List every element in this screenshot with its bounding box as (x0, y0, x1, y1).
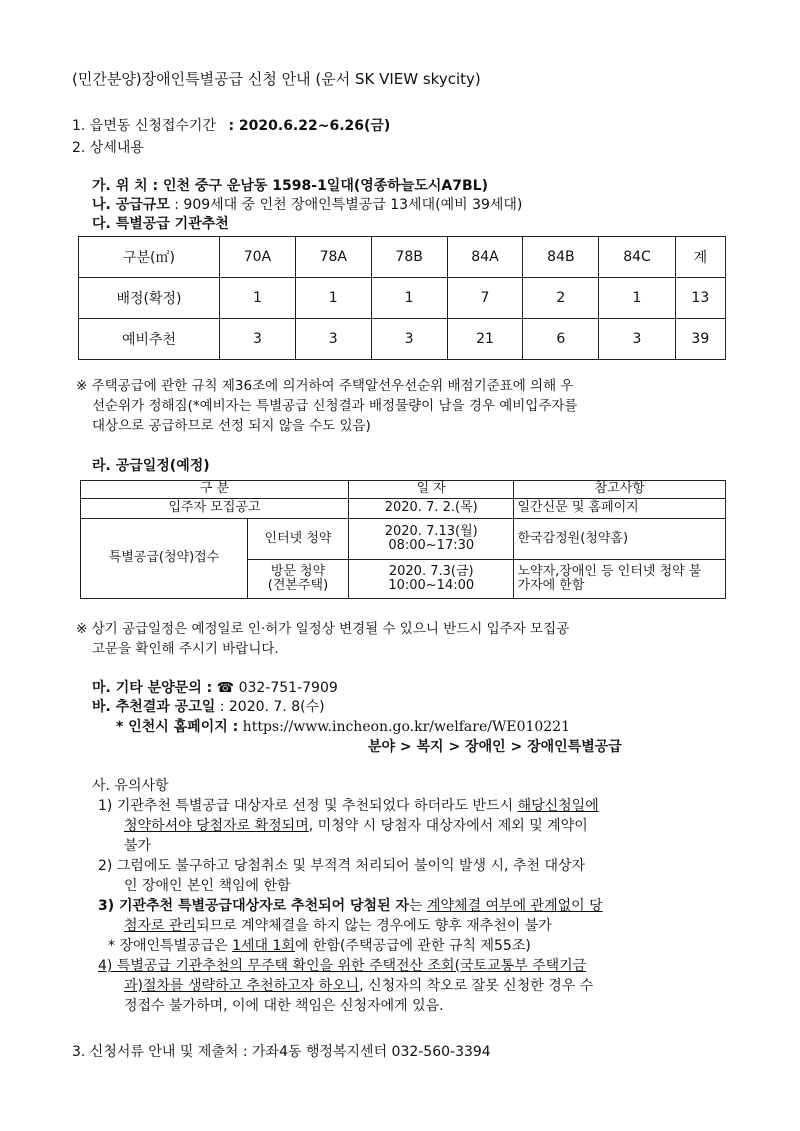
table-header-cell: 구분(㎡) (79, 237, 220, 278)
text-run: 는 (409, 898, 427, 914)
section-2: 2. 상세내용 (72, 140, 144, 156)
time-line: 08:00~17:30 (388, 538, 475, 553)
section-1-label: 1. 읍면동 신청접수기간 (72, 118, 216, 134)
item-sa: 사. 유의사항 (92, 778, 169, 794)
cell-line: 가자에 한함 (517, 578, 585, 593)
table-cell: 1 (220, 278, 296, 319)
underlined-text: 1세대 1회 (232, 938, 295, 954)
table-cell: 21 (447, 319, 523, 360)
item-ba (92, 699, 325, 717)
note-1-line-3: 대상으로 공급하므로 선정 되지 않을 수도 있음) (92, 418, 371, 434)
item-da: 다. 특별공급 기관추천 (92, 216, 229, 232)
note-p3-line-2 (124, 918, 552, 936)
doc-title: (민간분양)장애인특별공급 신청 안내 (운서 SK VIEW skycity) (72, 70, 481, 88)
table-cell: 한국감정원(청약홈) (514, 519, 726, 560)
table-cell: 인터넷 청약 (248, 519, 349, 560)
table-cell: 7 (447, 278, 523, 319)
date-line: 2020. 7.13(월) (384, 523, 478, 539)
note-p3-line-1 (98, 898, 603, 916)
underlined-text: 청약하셔야 당첨자로 확정되며 (124, 818, 309, 834)
note-2-line-1: ※ 상기 공급일정은 예정일로 인·허가 일정상 변경될 수 있으니 반드시 입주자 모집공 (76, 621, 570, 637)
table-cell: 예비추천 (79, 319, 220, 360)
phone-icon: ☎ (216, 680, 235, 696)
note-1-line-1: ※ 주택공급에 관한 규칙 제36조에 의거하여 주택알선우선순위 배점기준표에 의해 우 (76, 378, 574, 394)
table-cell: 2020. 7. 2.(목) (349, 499, 514, 519)
cell-line: (견본주택) (267, 578, 329, 593)
table-cell: 입주자 모집공고 (81, 499, 349, 519)
item-ga (92, 178, 488, 196)
item-ma-value: 032-751-7909 (238, 680, 338, 696)
table-cell: 13 (675, 278, 725, 319)
table-header-cell: 70A (220, 237, 296, 278)
note-p4-line-3: 정접수 불가하며, 이에 대한 책임은 신청자에게 있음. (124, 998, 444, 1014)
time-line: 10:00~14:00 (388, 578, 475, 593)
item-na (92, 197, 522, 215)
section-3: 3. 신청서류 안내 및 제출처 : 가좌4동 행정복지센터 032-560-3394 (72, 1044, 491, 1060)
table-cell: 3 (295, 319, 371, 360)
table-cell: 특별공급(청약)접수 (81, 519, 248, 599)
table-header-cell: 구 분 (81, 481, 349, 499)
table-cell (349, 560, 514, 599)
underlined-text: 첨자로 관리 (124, 918, 197, 934)
table-header-cell: 계 (675, 237, 725, 278)
table-header-cell: 78B (371, 237, 447, 278)
text-run: * 장애인특별공급은 (108, 938, 233, 954)
item-ba-value: : 2020. 7. 8(수) (219, 699, 325, 715)
item-ba-label: 바. 추천결과 공고일 (92, 699, 216, 715)
note-1-line-2: 선순위가 정해짐(*예비자는 특별공급 신청결과 배정물량이 남을 경우 예비입주자를 (92, 398, 578, 414)
table-cell (349, 519, 514, 560)
homepage-line (116, 719, 570, 737)
text-run: , 신청자의 착오로 잘못 신청한 경우 수 (359, 978, 594, 994)
underlined-text: 4) 특별공급 기관추천의 무주택 확인을 위한 주택전산 조회(국토교통부 주택기금 (98, 958, 587, 974)
table-cell: 1 (295, 278, 371, 319)
text-run: 1) 기관추천 특별공급 대상자로 선정 및 추천되었다 하더라도 반드시 (98, 798, 518, 814)
section-1 (72, 118, 390, 136)
underlined-text: 계약체결 여부에 관계없이 당 (426, 898, 603, 914)
item-ma-label: 마. 기타 분양문의 : (92, 680, 213, 696)
cell-line: 노약자,장애인 등 인터넷 청약 불 (517, 563, 702, 579)
table-header-cell: 84B (523, 237, 599, 278)
table-cell: 1 (599, 278, 675, 319)
note-p1-line-2 (124, 818, 588, 836)
table-header-row (79, 237, 726, 278)
cell-line: 방문 청약 (270, 563, 326, 579)
note-2-line-2: 고문을 확인해 주시기 바랍니다. (92, 641, 279, 657)
text-run: , 미청약 시 당첨자 대상자에서 제외 및 계약이 (308, 818, 588, 834)
note-p2-line-1: 2) 그럼에도 불구하고 당첨취소 및 부적격 처리되어 불이익 발생 시, 추천 대상자 (98, 858, 586, 874)
item-ra: 라. 공급일정(예정) (92, 458, 210, 474)
allocation-table (78, 236, 726, 360)
table-cell: 6 (523, 319, 599, 360)
text-run: 되므로 계약체결을 하지 않는 경우에도 향후 재추천이 불가 (196, 918, 552, 934)
table-header-cell: 84A (447, 237, 523, 278)
table-cell: 2 (523, 278, 599, 319)
table-cell (248, 560, 349, 599)
table-header-cell: 78A (295, 237, 371, 278)
table-cell: 3 (220, 319, 296, 360)
table-row (79, 319, 726, 360)
homepage-label: * 인천시 홈페이지 : (116, 719, 239, 735)
table-cell: 3 (371, 319, 447, 360)
table-cell: 일간신문 및 홈페이지 (514, 499, 726, 519)
note-star (108, 938, 531, 956)
note-p4-line-1 (98, 958, 586, 976)
item-na-value: : 909세대 중 인천 장애인특별공급 13세대(예비 39세대) (174, 197, 523, 213)
table-row (81, 499, 726, 519)
schedule-table (80, 480, 726, 599)
table-cell: 39 (675, 319, 725, 360)
note-p2-line-2: 인 장애인 본인 책임에 한함 (124, 878, 291, 894)
table-header-cell: 일 자 (349, 481, 514, 499)
homepage-path: 분야 > 복지 > 장애인 > 장애인특별공급 (368, 739, 622, 755)
item-ga-value: 인천 중구 운남동 1598-1일대(영종하늘도시A7BL) (163, 178, 488, 194)
note-p4-line-2 (124, 978, 593, 996)
table-row (81, 519, 726, 560)
section-1-value: : 2020.6.22~6.26(금) (228, 118, 391, 134)
item-ga-label: 가. 위 치 : (92, 178, 159, 194)
table-cell: 1 (371, 278, 447, 319)
table-header-row (81, 481, 726, 499)
table-header-cell: 84C (599, 237, 675, 278)
underlined-text: 과)절차를 생략하고 추천하고자 하오니 (124, 978, 360, 994)
item-ma (92, 680, 338, 698)
date-line: 2020. 7.3(금) (388, 563, 474, 579)
table-cell (514, 560, 726, 599)
note-p1-line-1 (98, 798, 599, 816)
homepage-url[interactable]: https://www.incheon.go.kr/welfare/WE010221 (242, 719, 571, 735)
table-header-cell: 참고사항 (514, 481, 726, 499)
table-row (79, 278, 726, 319)
bold-text: 3) 기관추천 특별공급대상자로 추천되어 당첨된 자 (98, 898, 409, 914)
table-cell: 배정(확정) (79, 278, 220, 319)
item-na-label: 나. 공급규모 (92, 197, 170, 213)
note-p1-line-3: 불가 (124, 838, 152, 854)
underlined-text: 해당신청일에 (517, 798, 599, 814)
text-run: 에 한함(주택공급에 관한 규칙 제55조) (294, 938, 531, 954)
table-cell: 3 (599, 319, 675, 360)
